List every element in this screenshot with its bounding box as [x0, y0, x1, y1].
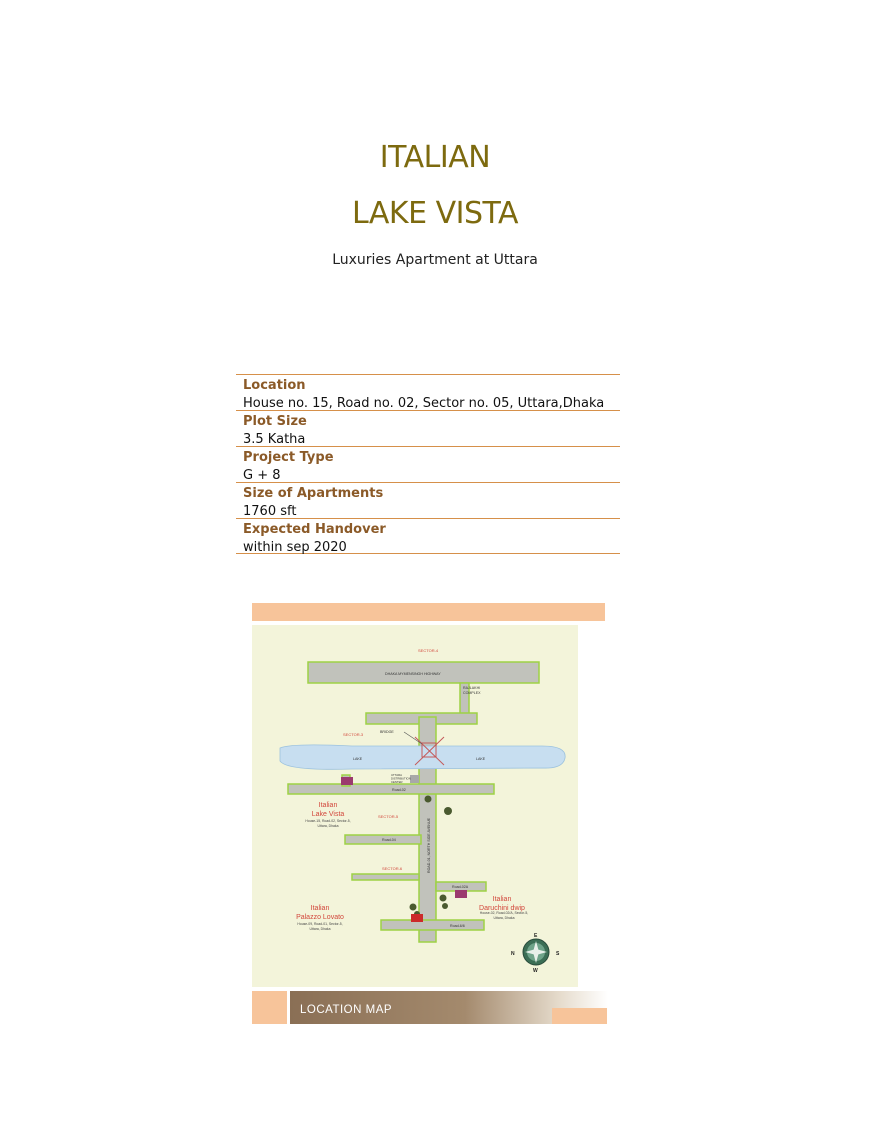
place-name-line: Daruchini dwip: [479, 905, 525, 912]
lake-vista-marker: [341, 777, 353, 785]
info-row-handover: [236, 518, 620, 554]
road02-label: Road-02: [392, 788, 406, 792]
lake-left-label: LAKE: [353, 757, 363, 761]
palazzo-marker: [411, 914, 423, 922]
info-label: Size of Apartments: [243, 486, 384, 501]
college-label-line: DISTRIBUTION: [391, 776, 411, 781]
info-label: Expected Handover: [243, 522, 386, 537]
lake-right-label: LAKE: [476, 757, 486, 761]
daruchini-marker: [455, 890, 467, 898]
project-info-table: [236, 374, 620, 554]
bridge-label: BRIDGE: [380, 730, 394, 734]
sector5-label: SECTOR-5: [378, 814, 399, 819]
sector6-label: SECTOR-6: [382, 866, 403, 871]
compass-s: S: [556, 951, 560, 957]
footer-right-block: [552, 1008, 607, 1024]
place-address-line: House-09, Road-01, Sector-5,: [297, 922, 343, 926]
project-title-line2: LAKE VISTA: [351, 196, 519, 231]
sector3-label: SECTOR-3: [343, 732, 364, 737]
info-value: House no. 15, Road no. 02, Sector no. 05, Uttara,Dhaka: [243, 396, 605, 411]
compass-e: E: [534, 933, 538, 939]
info-label: Plot Size: [243, 414, 307, 429]
info-label: Project Type: [243, 450, 334, 465]
place-name-line: Italian: [310, 905, 330, 912]
complex-label-line: RAJLAKHI: [463, 686, 481, 690]
road-06: [381, 920, 484, 930]
footer-label: LOCATION MAP: [300, 1004, 393, 1016]
project-title-line1: ITALIAN: [379, 140, 491, 175]
place-address-line: House-02, Road-02/A, Sector-5,: [479, 911, 529, 915]
road-02: [288, 784, 494, 794]
map-header-bar: [252, 603, 605, 621]
place-name-line: Italian: [318, 802, 338, 809]
sector4-label: SECTOR-4: [418, 648, 439, 653]
place-address-line: Uttara, Dhaka: [309, 927, 331, 931]
place-address-line: Uttara, Dhaka: [493, 916, 515, 920]
info-row-apartment-size: [236, 482, 620, 518]
road02a-label: Road-02A: [452, 885, 469, 889]
info-value: 3.5 Katha: [243, 432, 306, 447]
project-subtitle: Luxuries Apartment at Uttara: [332, 252, 538, 268]
place-address-line: Uttara, Dhaka: [317, 824, 339, 828]
avenue-label: ROAD-01, NORTH SIDE AVENUE: [427, 818, 431, 873]
compass-w: W: [533, 968, 538, 974]
info-row-location: [236, 374, 620, 410]
road04-label: Road-04: [382, 838, 396, 842]
info-value: G + 8: [243, 468, 281, 483]
college-label-line: UTTARA: [391, 773, 402, 777]
college-label-line: CENTER: [391, 779, 403, 784]
place-name-line: Lake Vista: [311, 811, 345, 818]
complex-label-line: COMPLEX: [463, 691, 481, 695]
place-name-line: Palazzo Lovato: [296, 914, 344, 921]
place-address-line: House-15, Road-02, Sector-5,: [305, 819, 351, 823]
distribution-center-building: [410, 775, 419, 783]
footer-left-block: [252, 991, 287, 1024]
info-label: Location: [243, 378, 306, 393]
highway-label: DHAKA MYMENSINGH HIGHWAY: [385, 672, 441, 676]
info-value: within sep 2020: [243, 540, 347, 555]
road06-label: Road-6/6: [450, 924, 465, 928]
place-name-line: Italian: [492, 896, 512, 903]
compass-n: N: [511, 951, 515, 957]
info-value: 1760 sft: [243, 504, 297, 519]
complex-label: [463, 686, 481, 695]
road-small: [352, 874, 419, 880]
info-row-project-type: [236, 446, 620, 482]
location-map: [252, 603, 608, 1032]
info-row-plot-size: [236, 410, 620, 446]
